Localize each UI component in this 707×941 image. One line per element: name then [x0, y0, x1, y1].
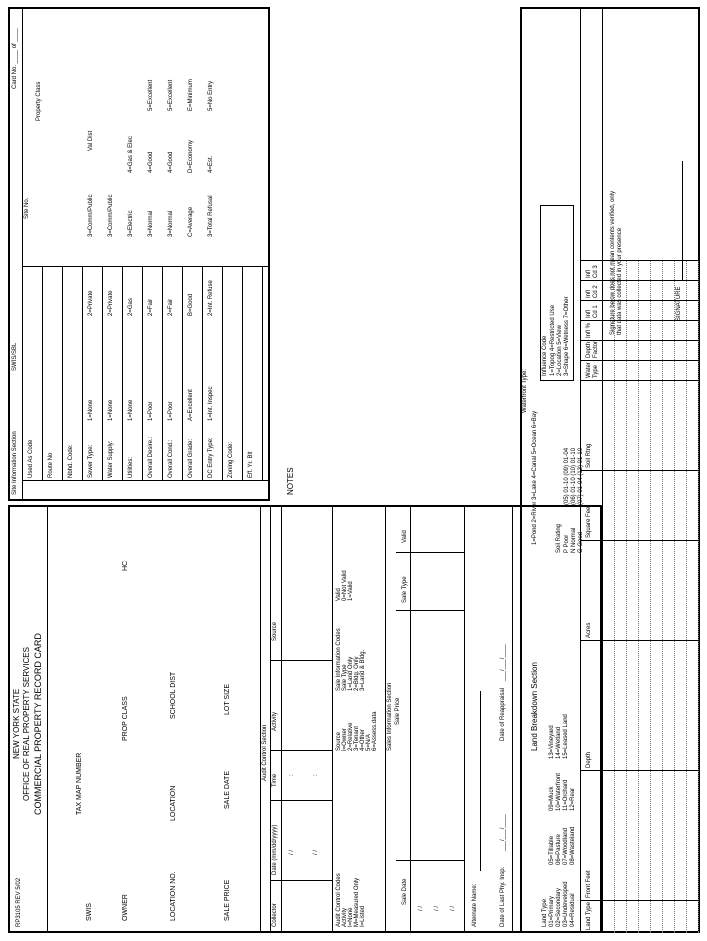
site-row-label: Overall Cond.: — [168, 439, 174, 478]
valid-legend: Valid 0=Not Valid 1=Valid — [336, 570, 354, 601]
audit-col-time: Time — [272, 773, 278, 787]
soil-rows: P Poor N Normal G Good — [564, 527, 584, 553]
last-phy-insp-label: Date of Last Phy. Insp. — [500, 866, 506, 927]
site-row-option[interactable]: 2=Fair — [148, 298, 154, 316]
card-no: Card No. ____ of ____ — [12, 28, 18, 89]
land-col-header: Soil Rtng — [586, 443, 592, 468]
sales-col-price: Sale Price — [395, 697, 401, 725]
land-col-header: Water Type — [586, 362, 599, 378]
sale-date-3[interactable]: / / — [450, 905, 456, 911]
sale-date-1[interactable]: / / — [418, 905, 424, 911]
site-row-label: Utilities: — [128, 456, 134, 478]
site-row-option[interactable]: D=Economy — [188, 140, 194, 173]
sale-date-label: SALE DATE — [224, 771, 231, 809]
site-row-label: Used As Code — [28, 439, 34, 478]
site-row-label: Sewer Type: — [88, 444, 94, 478]
land-col-header: Depth Factor — [586, 340, 599, 358]
location-no-label: LOCATION NO. — [170, 871, 177, 921]
site-row-option[interactable]: 5=No Entry — [208, 80, 214, 111]
table-row[interactable] — [674, 261, 675, 933]
alternate-name-line[interactable] — [480, 691, 481, 871]
last-phy-insp-value[interactable]: ___/___/____ — [500, 814, 506, 851]
land-legend-2: 05=Tillable 06=Pasture 07=Woodland 08=Wasteland — [549, 826, 576, 865]
alternate-name-label: Alternate Name: — [472, 883, 478, 927]
site-row-option[interactable]: A=Excellent — [188, 389, 194, 421]
table-row[interactable] — [662, 261, 663, 933]
audit-title: Audit Control Section — [262, 724, 268, 781]
site-row-option[interactable]: 4=Gas & Elec — [128, 136, 134, 173]
school-dist-label: SCHOOL DIST — [170, 671, 177, 719]
site-row-option[interactable]: 3=Comm/Public — [88, 194, 94, 237]
site-row-label: Eff. Yr. Blt — [248, 451, 254, 478]
form-title: COMMERCIAL PROPERTY RECORD CARD — [33, 633, 43, 815]
site-row-option[interactable]: 5=Excellent — [168, 79, 174, 111]
site-row-label: Zoning Code: — [228, 441, 234, 478]
site-row-option[interactable]: 1=Int. Inspec — [208, 386, 214, 421]
land-col-header: Acres — [586, 622, 592, 638]
site-row-label: Nbhd. Code: — [68, 444, 74, 478]
site-row-option[interactable]: 2=Private — [88, 290, 94, 316]
site-row-option[interactable]: 2=Fair — [168, 298, 174, 316]
swis-label: SWIS — [86, 903, 93, 921]
site-row-option[interactable]: 3=Comm/Public — [108, 194, 114, 237]
land-col-header: Infl % — [586, 322, 592, 338]
owner-label: OWNER — [122, 894, 129, 921]
form-id: RP3105 REV 5/02 — [16, 877, 22, 927]
site-row-label: Overall Grade: — [188, 438, 194, 478]
site-row-label: Route No — [48, 452, 54, 478]
land-col-header: Infl Cd 1 — [586, 305, 599, 318]
signature-note: Signature below does not mean contents verified, only that data was collected in your presence — [610, 190, 623, 335]
soil-codes: (05) 01-10 (09) 01-04 (06) 01-10 (10) 01-10 (07) 01-04 (13) 01-10 — [564, 447, 584, 505]
table-row[interactable] — [626, 261, 627, 933]
site-header: Site Information Section — [12, 431, 18, 495]
site-row-option[interactable]: 5=Excellent — [148, 79, 154, 111]
land-legend-4: 13=Vineyard 14=Wetland 15=Leased Land — [549, 714, 569, 759]
table-row[interactable] — [686, 261, 687, 933]
source-legend: Source I=Owner 2=Relative 3=Tenant 4=Other 5=N/A 6=Assess.data — [336, 711, 378, 751]
site-row-option[interactable]: 3=Normal — [168, 210, 174, 237]
notes-label: NOTES — [286, 467, 295, 495]
site-row-option[interactable]: 1=None — [128, 399, 134, 421]
sales-col-date: Sale Date — [402, 878, 408, 905]
table-row[interactable] — [650, 261, 651, 933]
waterfront-options: 1=Pond 2=River 3=Lake 4=Canal 5=Ocean 6=Bay — [532, 410, 538, 545]
prop-class-label: PROP CLASS — [122, 696, 129, 741]
sales-col-type: Sale Type — [402, 576, 408, 603]
val-dist: Val Dist — [88, 130, 94, 151]
site-row-label: Water Supply: — [108, 440, 114, 478]
location-label: LOCATION — [170, 785, 177, 821]
hc-label: HC — [122, 560, 129, 571]
signature-line[interactable] — [682, 161, 683, 281]
land-col-header: Front Feet — [586, 870, 592, 898]
site-row-option[interactable]: 3=Normal — [148, 210, 154, 237]
site-row-option[interactable]: 2=Private — [108, 290, 114, 316]
sales-title: Sales Information Section — [387, 682, 393, 751]
site-row-option[interactable]: 1=None — [108, 399, 114, 421]
land-col-header: Infl Cd 2 — [586, 285, 599, 298]
audit-time-1[interactable]: : — [289, 774, 295, 776]
land-col-header: Land Type — [586, 902, 592, 930]
lot-size-label: LOT SIZE — [224, 684, 231, 715]
site-row-option[interactable]: 4=Good — [168, 151, 174, 173]
signature-label: SIGNATURE — [676, 286, 682, 321]
influence-title: Influence Code — [542, 335, 548, 376]
site-row-option[interactable]: C=Average — [188, 206, 194, 237]
influence-codes: 1=Topog 4=Restricted Use 2=Location 5=View 3=Shape 6=Wetness 7=Other — [550, 296, 570, 376]
site-row-option[interactable]: 2=Gas — [128, 298, 134, 316]
table-row[interactable] — [614, 261, 615, 933]
sale-codes-legend: Sale Information Codes Sale Type 1=Land Only 2=Bldg. Only 3=Land & Bldg. — [336, 628, 366, 691]
agency-line2: OFFICE OF REAL PROPERTY SERVICES — [22, 647, 31, 801]
title-divider — [47, 505, 48, 933]
sale-price-label: SALE PRICE — [224, 879, 231, 921]
land-legend-3: 09=Muck 10=Waterfront 11=Orchard 12=Rear — [549, 773, 576, 811]
audit-legend: Audit Control Codes Activity I=None M=Measured Only I=Listed — [336, 873, 366, 927]
sales-col-valid: Valid — [402, 530, 408, 543]
site-panel — [8, 7, 270, 501]
property-class: Property Class — [36, 81, 42, 121]
site-row-label: Overall Desire.: — [148, 436, 154, 478]
audit-date-1[interactable]: / / — [289, 849, 295, 855]
table-row[interactable] — [638, 261, 639, 933]
audit-col-collector: Collector — [272, 903, 278, 927]
site-row-option[interactable]: 3=Total Refusal — [208, 195, 214, 237]
tax-map-label: TAX MAP NUMBER — [76, 752, 83, 815]
site-row-option[interactable]: 4=Est. — [208, 155, 214, 173]
site-swis: SWIS/SBL — [12, 342, 18, 371]
soil-title: Soil Rating — [556, 523, 562, 553]
site-row-option[interactable]: B=Good — [188, 293, 194, 316]
audit-time-2[interactable]: : — [313, 774, 319, 776]
site-row-option[interactable]: 1=Poor — [148, 401, 154, 421]
reappraisal-label: Date of Reappraisal — [500, 687, 506, 741]
header-divider — [260, 505, 261, 933]
site-row-option[interactable]: 1=None — [88, 399, 94, 421]
site-row-option[interactable]: 1=Poor — [168, 401, 174, 421]
agency-line1: NEW YORK STATE — [12, 688, 21, 759]
reappraisal-value[interactable]: ___/___/____ — [500, 644, 506, 681]
site-row-option[interactable]: 4=Good — [148, 151, 154, 173]
land-col-header: Square Feet — [586, 504, 592, 538]
audit-date-2[interactable]: / / — [313, 849, 319, 855]
land-col-header: Depth — [586, 751, 592, 768]
site-no: Site No. — [24, 197, 30, 219]
table-row[interactable] — [698, 261, 699, 933]
waterfront-label: Waterfront Type: — [522, 368, 528, 413]
site-row-option[interactable]: 3=Electric — [128, 210, 134, 237]
site-row-option[interactable]: E=Minimum — [188, 79, 194, 111]
audit-col-source: Source — [272, 621, 278, 641]
audit-col-activity: Activity — [272, 711, 278, 731]
audit-col-date: Date (mm/dd/yyyy) — [272, 824, 278, 875]
site-row-option[interactable]: 2=Int. Refuse — [208, 280, 214, 316]
land-col-header: Infl Cd 3 — [586, 265, 599, 278]
land-title: Land Breakdown Section — [530, 662, 539, 751]
site-row-label: DC Entry Type: — [208, 437, 214, 478]
sale-date-2[interactable]: / / — [434, 905, 440, 911]
land-legend-1: Land Type 01=Primary 02=Secondary 03=Undeveloped 04=Residual — [542, 881, 576, 927]
